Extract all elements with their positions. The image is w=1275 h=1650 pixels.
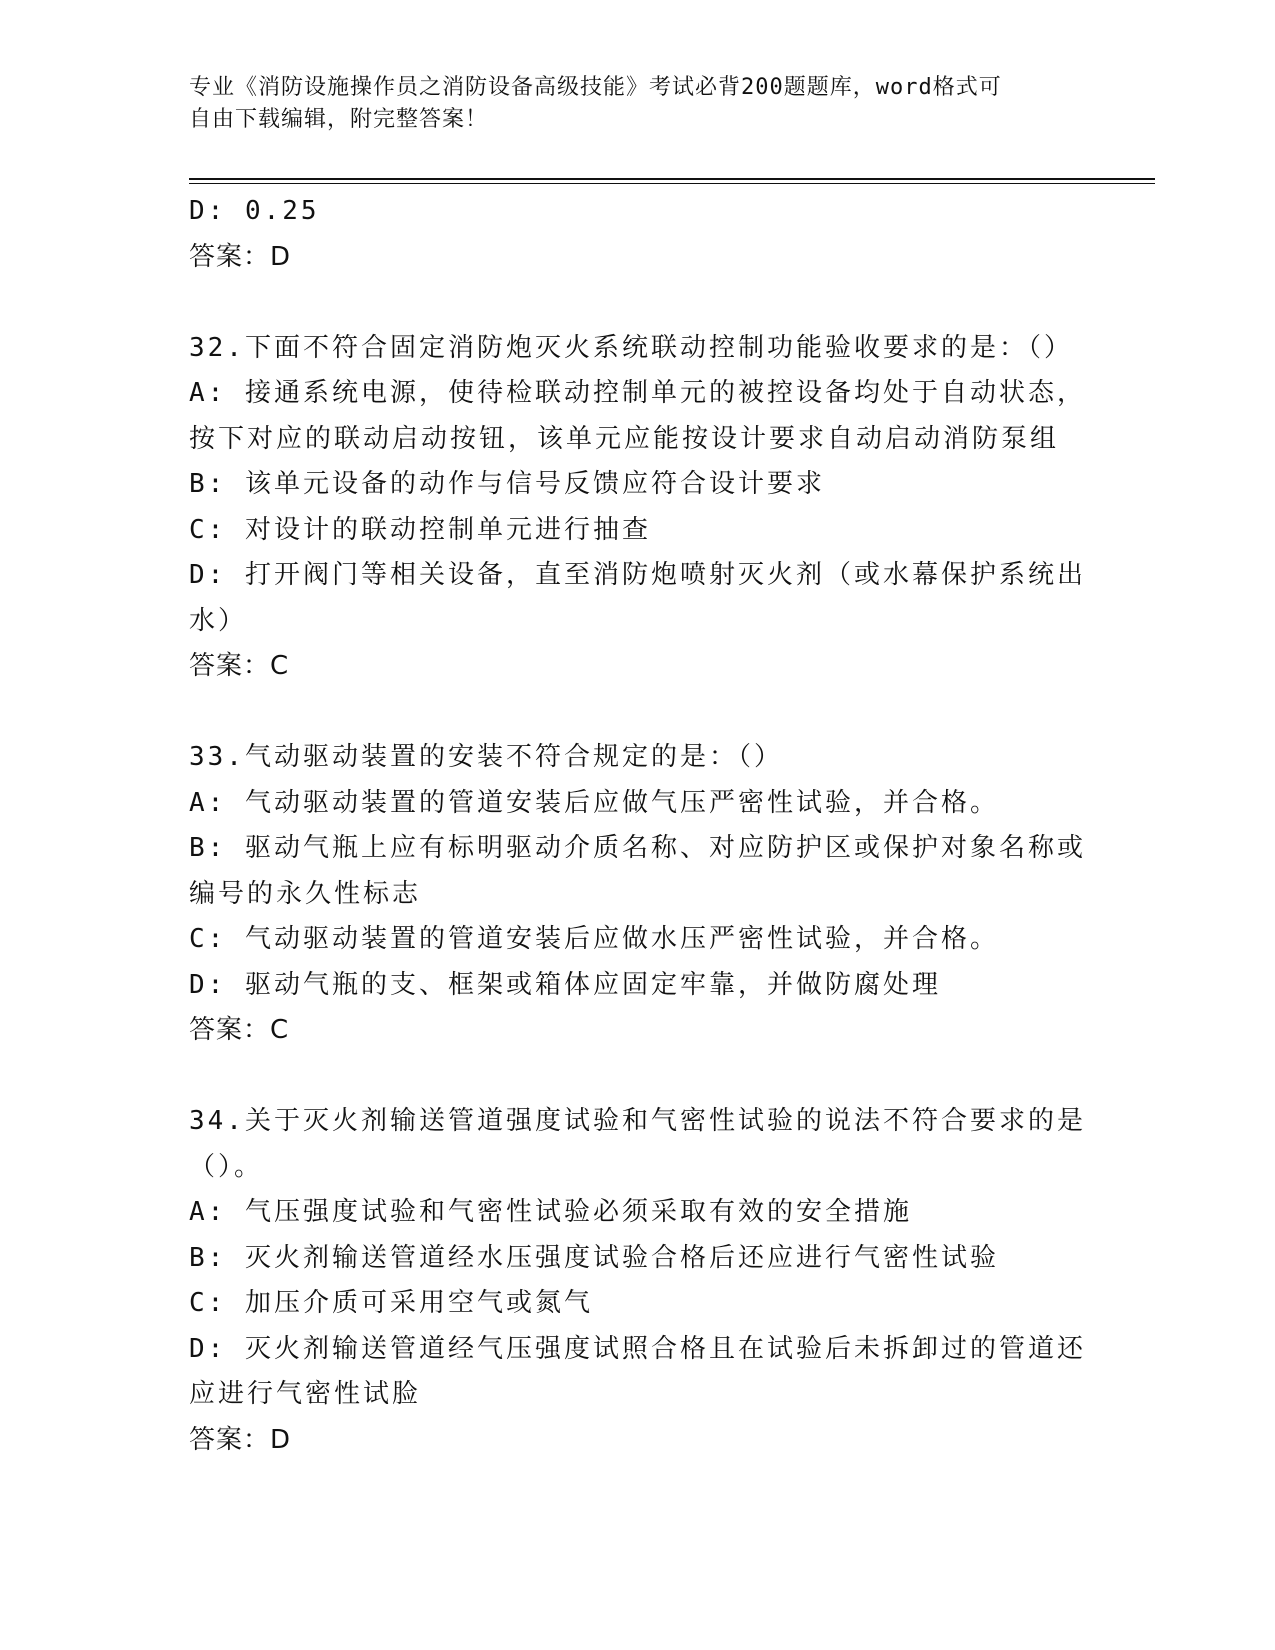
q34-question-cont: （）。 [189,1151,264,1182]
q33-option-c: C: 气动驱动装置的管道安装后应做水压严密性试验，并合格。 [189,924,999,954]
q34-answer: 答案：D [189,1424,292,1455]
header-title-line-2: 自由下载编辑，附完整答案！ [189,107,489,132]
spacer [189,1054,1089,1100]
q32-option-c: C: 对设计的联动控制单元进行抽查 [189,514,651,545]
q33-question: 33.气动驱动装置的安装不符合规定的是：（） [189,742,783,772]
q33-option-d: D: 驱动气瓶的支、框架或箱体应固定牢靠，并做防腐处理 [189,969,941,1000]
header-divider-thin [189,183,1155,184]
q32-question: 32.下面不符合固定消防炮灭火系统联动控制功能验收要求的是：（） [189,332,1073,363]
question-content [189,189,1089,1463]
header-title-line-1: 专业《消防设施操作员之消防设备高级技能》考试必背200题题库，word格式可 [189,75,1002,100]
q33-option-b: B: 驱动气瓶上应有标明驱动介质名称、对应防护区或保护对象名称或 [189,833,1086,863]
q32-option-a: A: 接通系统电源，使待检联动控制单元的被控设备均处于自动状态， [189,378,1086,408]
q32-answer: 答案：C [189,651,290,681]
q32-option-d-cont: 水） [189,605,248,636]
page-header [189,72,1089,136]
q33-option-b-cont: 编号的永久性标志 [189,878,422,909]
header-divider [189,178,1155,180]
q34-option-d: D: 灭火剂输送管道经气压强度试照合格且在试验后未拆卸过的管道还 [189,1333,1086,1364]
q34-option-a: A: 气压强度试验和气密性试验必须采取有效的安全措施 [189,1197,912,1227]
q32-option-b: B: 该单元设备的动作与信号反馈应符合设计要求 [189,469,825,499]
q32-option-a-cont: 按下对应的联动启动按钮，该单元应能按设计要求自动启动消防泵组 [189,423,1060,454]
q33-option-a: A: 气动驱动装置的管道安装后应做气压严密性试验，并合格。 [189,787,999,818]
q33-answer: 答案：C [189,1015,290,1045]
q34-question: 34.关于灭火剂输送管道强度试验和气密性试验的说法不符合要求的是 [189,1106,1086,1136]
prev-option-d: D: 0.25 [189,196,320,226]
q34-option-b: B: 灭火剂输送管道经水压强度试验合格后还应进行气密性试验 [189,1242,999,1273]
prev-answer: 答案：D [189,241,292,272]
q34-option-d-cont: 应进行气密性试脸 [189,1379,422,1409]
spacer [189,690,1089,736]
q34-option-c: C: 加压介质可采用空气或氮气 [189,1288,593,1318]
spacer [189,280,1089,326]
q32-option-d: D: 打开阀门等相关设备，直至消防炮喷射灭火剂（或水幕保护系统出 [189,560,1086,590]
